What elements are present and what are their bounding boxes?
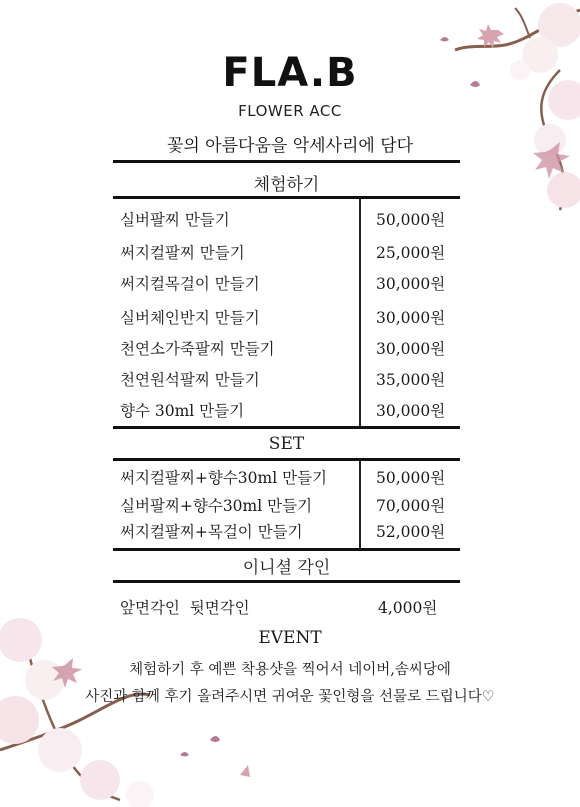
item-name: 써지컬팔찌+향수30ml 만들기 [120,469,328,487]
column-divider [359,198,361,426]
item-price: 4,000원 [378,599,438,617]
item-price: 30,000원 [376,309,446,327]
item-name: 써지컬팔찌+목걸이 만들기 [120,523,303,541]
section-title-experience: 체험하기 [253,175,320,195]
item-price: 30,000원 [376,275,446,293]
item-name: 앞면각인 뒷면각인 [120,599,250,617]
item-name: 천연원석팔찌 만들기 [120,371,260,389]
divider [113,196,460,199]
event-text: 체험하기 후 예쁜 착용샷을 찍어서 네이버,솜씨당에 [129,662,451,678]
item-name: 향수 30ml 만들기 [120,402,245,420]
event-text: 사진과 함께 후기 올려주시면 귀여운 꽃인형을 선물로 드립니다♡ [85,689,495,705]
item-name: 써지컬팔찌 만들기 [120,244,245,262]
section-title-initial: 이니셜 각인 [242,558,331,578]
column-divider [359,460,361,548]
item-price: 35,000원 [376,371,446,389]
item-name: 써지컬목걸이 만들기 [120,275,260,293]
item-price: 30,000원 [376,340,446,358]
item-price: 52,000원 [376,523,446,541]
divider [113,580,460,583]
brand-logo: FLA.B [222,50,358,96]
brand-subtitle: FLOWER ACC [238,102,342,120]
tagline: 꽃의 아름다움을 악세사리에 담다 [166,136,414,156]
item-price: 70,000원 [376,497,446,515]
event-title: EVENT [258,628,322,648]
item-name: 실버체인반지 만들기 [120,309,260,327]
divider [113,160,460,163]
divider [113,458,460,461]
item-price: 50,000원 [376,469,446,487]
item-name: 천연소가죽팔찌 만들기 [120,340,275,358]
item-price: 50,000원 [376,211,446,229]
item-price: 30,000원 [376,402,446,420]
divider [113,426,460,429]
divider [113,548,460,551]
section-title-set: SET [268,434,305,454]
item-name: 실버팔찌 만들기 [120,211,230,229]
item-price: 25,000원 [376,244,446,262]
item-name: 실버팔찌+향수30ml 만들기 [120,497,313,515]
